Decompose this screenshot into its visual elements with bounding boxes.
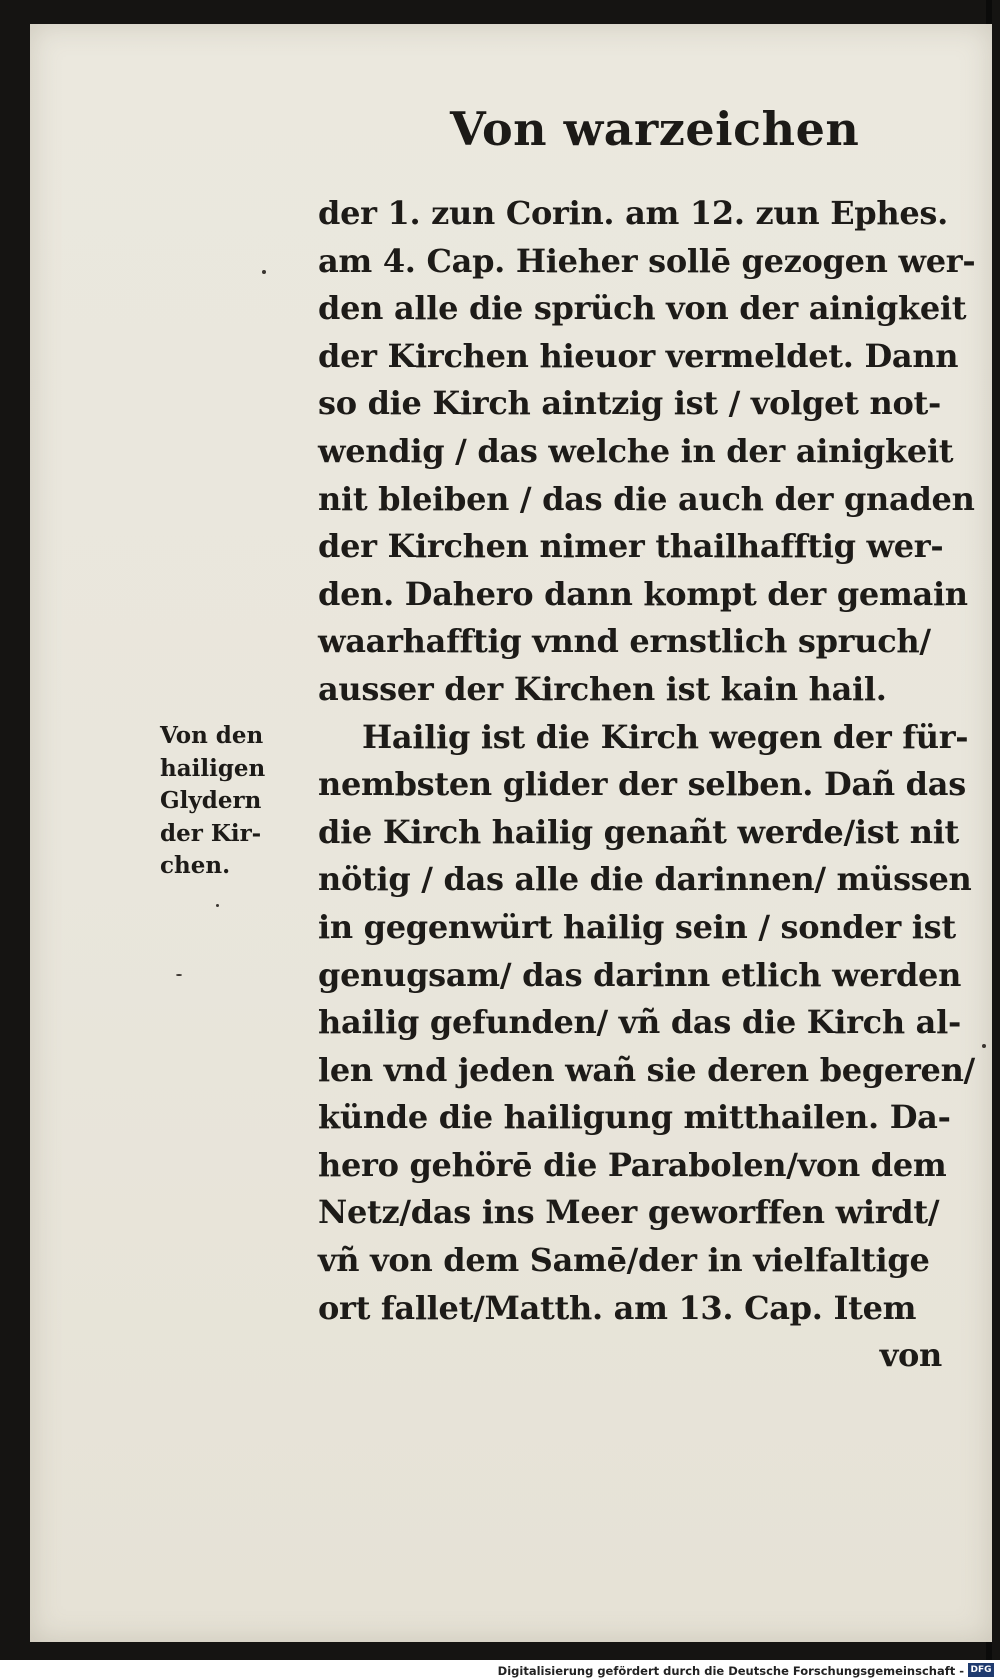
text-line: den alle die sprüch von der ainigkeit bbox=[318, 289, 967, 328]
paper-speck bbox=[262, 270, 266, 274]
text-line: der Kirchen hieuor vermeldet. Dann bbox=[318, 336, 959, 375]
paper-speck bbox=[982, 1044, 986, 1048]
text-line: der Kirchen nimer thailhafftig wer- bbox=[318, 527, 944, 566]
text-line: vñ von dem Samē/der in vielfaltige bbox=[318, 1241, 930, 1280]
text-line: der 1. zun Corin. am 12. zun Ephes. bbox=[318, 194, 948, 232]
text-line: ort fallet/Matth. am 13. Cap. Item bbox=[318, 1288, 917, 1327]
margin-note-line: Von den bbox=[160, 722, 264, 749]
margin-note bbox=[160, 720, 310, 883]
text-line: hero gehörē die Parabolen/von dem bbox=[318, 1145, 947, 1184]
text-line: hailig gefunden/ vñ das die Kirch al- bbox=[318, 1003, 961, 1042]
text-line: in gegenwürt hailig sein / sonder ist bbox=[318, 907, 956, 946]
margin-note-line: hailigen bbox=[160, 754, 266, 782]
text-line: so die Kirch aintzig ist / volget not- bbox=[318, 384, 941, 423]
margin-note-line: der Kir- bbox=[160, 819, 262, 847]
text-line: Hailig ist die Kirch wegen der für- bbox=[362, 717, 969, 756]
text-line: künde die hailigung mitthailen. Da- bbox=[318, 1098, 951, 1137]
paper-speck bbox=[216, 904, 219, 907]
text-line: genugsam/ das darinn etlich werden bbox=[318, 955, 962, 994]
text-line: waarhafftig vnnd ernstlich spruch/ bbox=[318, 622, 931, 661]
margin-note-line: chen. bbox=[160, 852, 231, 879]
text-line: nembsten glider der selben. Dañ das bbox=[318, 765, 966, 804]
text-line: nit bleiben / das die auch der gnaden bbox=[318, 479, 975, 518]
dfg-logo: DFG bbox=[968, 1663, 994, 1677]
text-line: Netz/das ins Meer geworffen wirdt/ bbox=[318, 1193, 940, 1232]
paper-speck bbox=[176, 974, 182, 976]
body-text bbox=[318, 190, 976, 1380]
text-line: den. Dahero dann kompt der gemain bbox=[318, 574, 968, 613]
text-line: nötig / das alle die darinnen/ müssen bbox=[318, 860, 972, 899]
text-line: die Kirch hailig genañt werde/ist nit bbox=[318, 812, 960, 851]
text-line: wendig / das welche in der ainigkeit bbox=[318, 431, 954, 470]
text-line: len vnd jeden wañ sie deren begeren/ bbox=[318, 1050, 975, 1089]
footer-credit: Digitalisierung gefördert durch die Deutsche Forschungsgemeinschaft - bbox=[497, 1664, 964, 1678]
running-head: Von warzeichen bbox=[450, 102, 860, 156]
catchword: von bbox=[879, 1336, 942, 1375]
margin-note-line: Glydern bbox=[160, 787, 262, 814]
text-line: ausser der Kirchen ist kain hail. bbox=[318, 669, 887, 708]
text-line: am 4. Cap. Hieher sollē gezogen wer- bbox=[318, 241, 976, 280]
